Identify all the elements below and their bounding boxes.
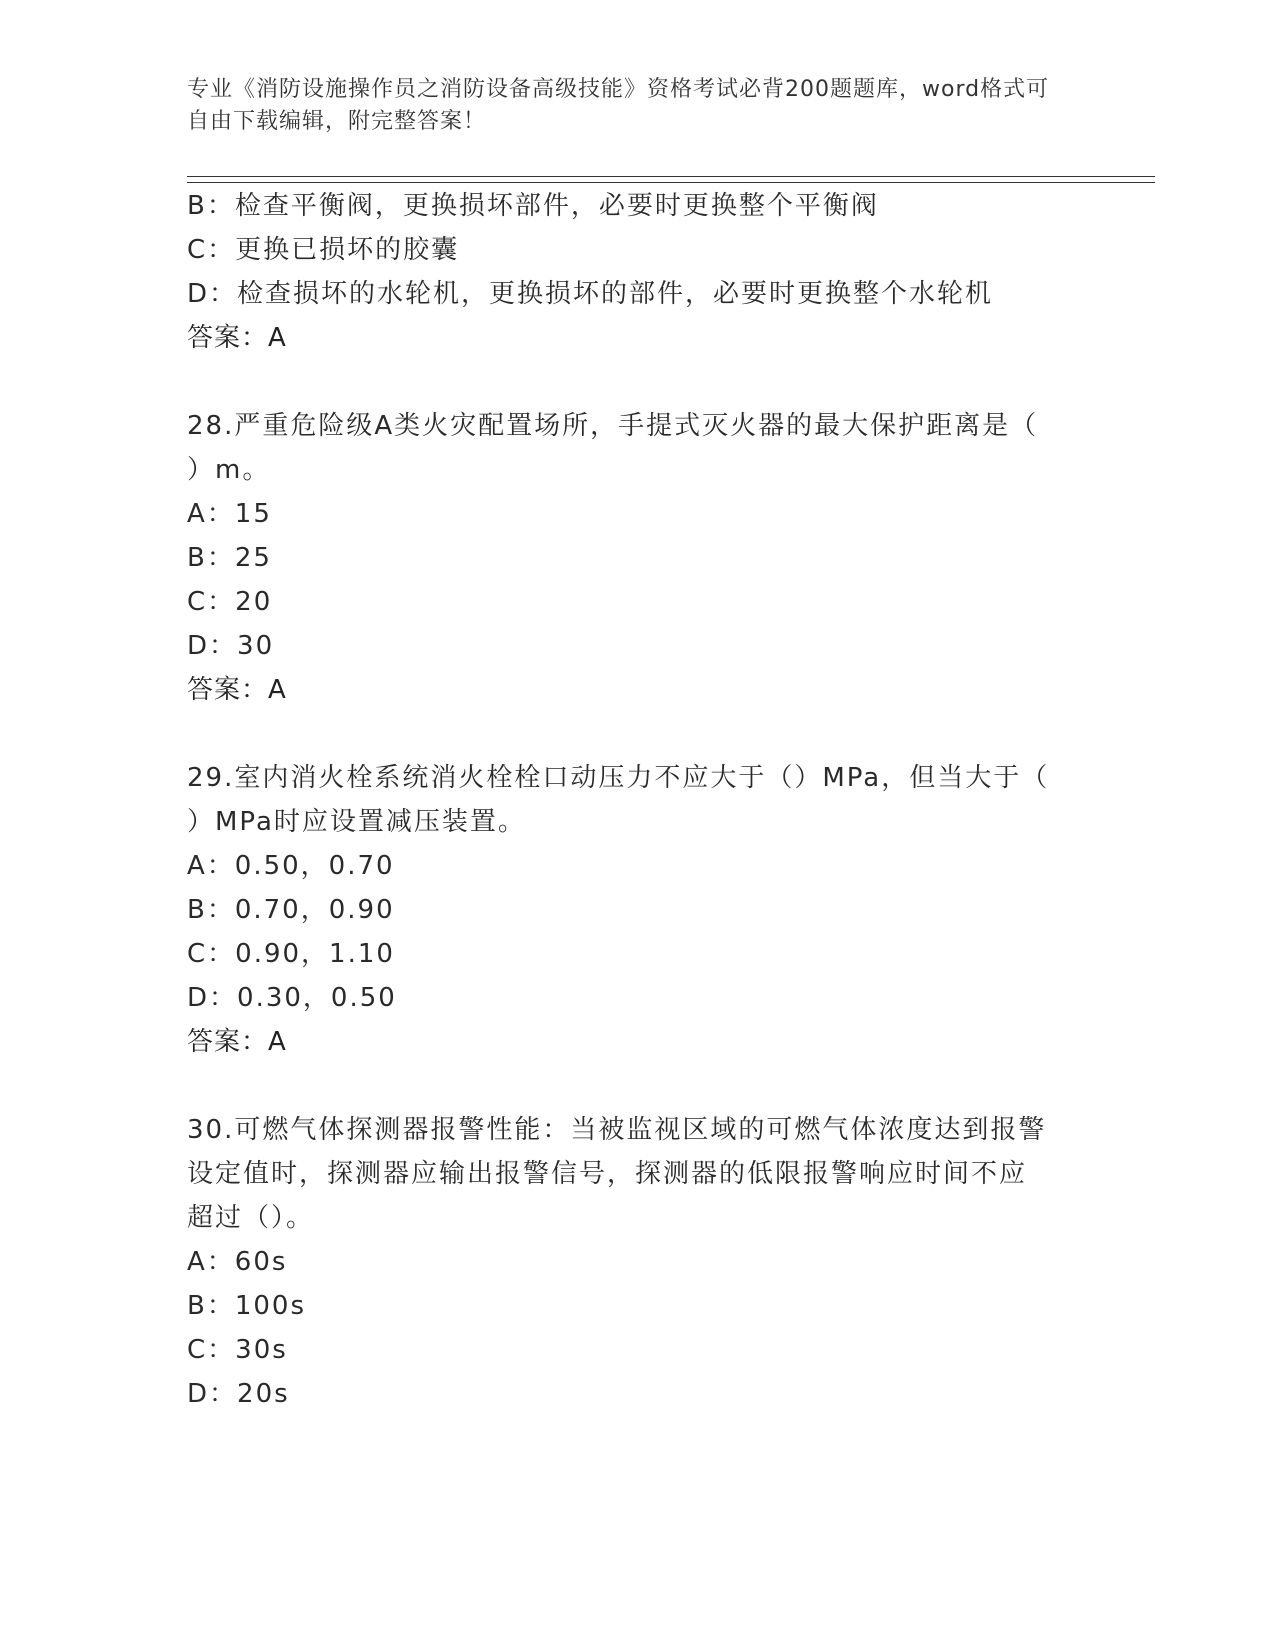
answer-value: A xyxy=(268,323,287,353)
question-30-stem: 30.可燃气体探测器报警性能：当被监视区域的可燃气体浓度达到报警 xyxy=(187,1115,1047,1145)
option-c: C：0.90，1.10 xyxy=(187,939,395,969)
question-30-stem-cont: 设定值时，探测器应输出报警信号，探测器的低限报警响应时间不应 xyxy=(187,1159,1028,1189)
answer-value: A xyxy=(268,1027,287,1057)
option-d: D：20s xyxy=(187,1379,290,1409)
option-b: B：检查平衡阀，更换损坏部件，必要时更换整个平衡阀 xyxy=(187,191,879,221)
question-28-stem-cont: ）m。 xyxy=(187,455,271,485)
answer-label: 答案： xyxy=(187,323,269,353)
answer-line xyxy=(187,1026,287,1058)
option-a: A：15 xyxy=(187,499,272,529)
answer-line xyxy=(187,674,287,706)
document-header: 专业《消防设施操作员之消防设备高级技能》资格考试必背200题题库，word格式可自由下载编辑，附完整答案！ xyxy=(187,77,1050,134)
option-b: B：100s xyxy=(187,1291,307,1321)
answer-label: 答案： xyxy=(187,675,269,705)
question-30-stem-cont2: 超过（）。 xyxy=(187,1203,315,1233)
option-c: C：30s xyxy=(187,1335,288,1365)
header-rule-top xyxy=(187,176,1155,177)
answer-line xyxy=(187,322,287,354)
option-d: D：检查损坏的水轮机，更换损坏的部件，必要时更换整个水轮机 xyxy=(187,279,994,309)
option-a: A：0.50，0.70 xyxy=(187,851,395,881)
option-b: B：0.70，0.90 xyxy=(187,895,395,925)
option-d: D：0.30，0.50 xyxy=(187,983,397,1013)
option-c: C：更换已损坏的胶囊 xyxy=(187,235,460,265)
question-29-stem: 29.室内消火栓系统消火栓栓口动压力不应大于（）MPa，但当大于（ xyxy=(187,763,1050,793)
option-c: C：20 xyxy=(187,587,273,617)
question-28-stem: 28.严重危险级A类火灾配置场所，手提式灭火器的最大保护距离是（ xyxy=(187,411,1039,441)
option-b: B：25 xyxy=(187,543,272,573)
answer-value: A xyxy=(268,675,287,705)
option-d: D：30 xyxy=(187,631,275,661)
answer-label: 答案： xyxy=(187,1027,269,1057)
option-a: A：60s xyxy=(187,1247,288,1277)
question-29-stem-cont: ）MPa时应设置减压装置。 xyxy=(187,807,526,837)
header-rule-bottom xyxy=(187,182,1155,183)
